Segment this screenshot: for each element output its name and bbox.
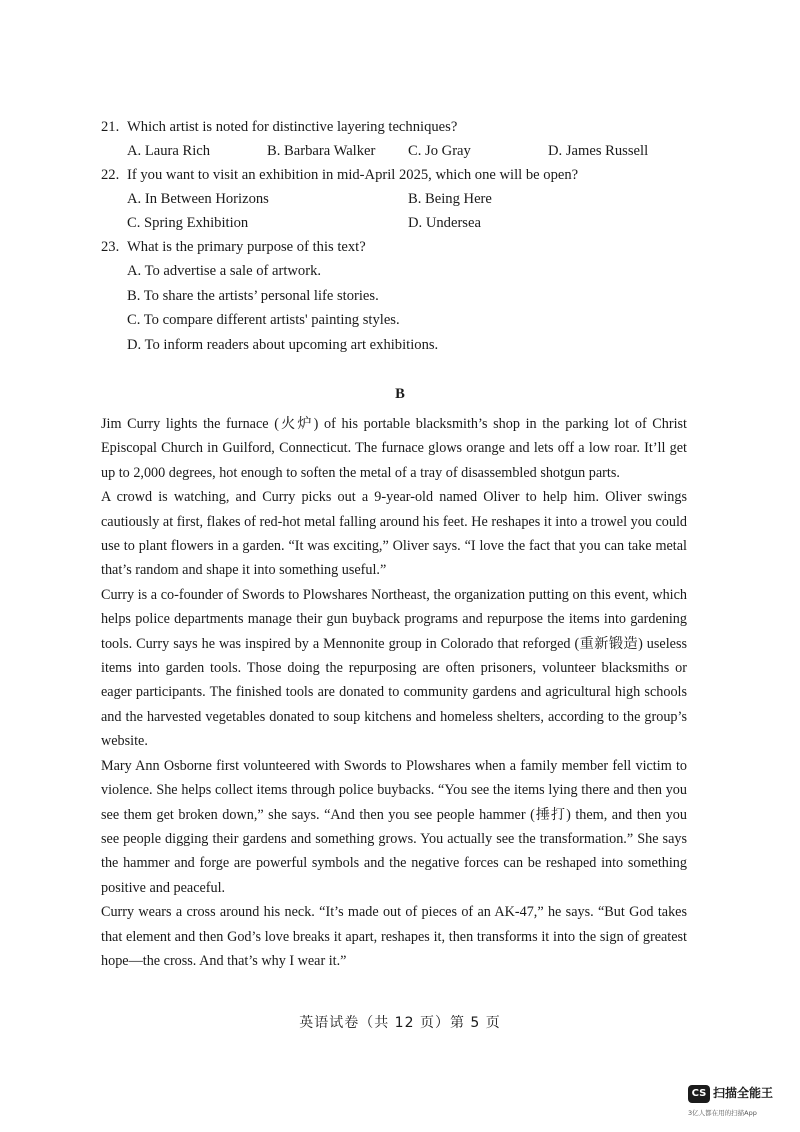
cs-logo-icon: CS [688,1085,710,1103]
option-b: B. Barbara Walker [267,143,376,159]
question-stem: If you want to visit an exhibition in mid-April 2025, which one will be open? [127,167,579,183]
question-23 [101,237,366,257]
option-c: C. Jo Gray [408,143,471,159]
paragraph: Curry is a co-founder of Swords to Plowshares Northeast, the organization putting on this event, which helps police departments manage their gun buyback programs and repurpose the items into gardening tools. Curry says he was inspired by a Mennonite group in Colorado that reforged (重新锻造) useless items into garden tools. Those doing the repurposing are often prisoners, volunteer blacksmiths or eager participants. The finished tools are donated to community gardens and agricultural high schools and the harvested vegetables donated to soup kitchens and homeless shelters, according to the group’s website. [101,586,687,750]
option-c: C. To compare different artists' painting styles. [127,312,400,328]
option-d: D. James Russell [548,143,649,159]
option-b: B. To share the artists’ personal life stories. [127,288,379,304]
paragraph: Mary Ann Osborne first volunteered with Swords to Plowshares when a family member fell victim to violence. She helps collect items through police buybacks. “You see the items lying there and then you see them get broken down,” she says. “And then you see people hammer (捶打) them, and then you see people digging their gardens and something grows. You actually see the transformation.” She says the hammer and forge are powerful symbols and the negative forces can be reshaped into something positive and peaceful. [101,757,687,896]
option-d: D. Undersea [408,215,481,231]
question-number: 22. [101,167,120,183]
option-b: B. Being Here [408,191,492,207]
question-number: 23. [101,239,120,255]
option-a: A. Laura Rich [127,143,211,159]
question-number: 21. [101,119,120,135]
section-title: B [395,386,405,402]
option-c: C. Spring Exhibition [127,215,249,231]
reading-passage [101,412,687,973]
question-21 [101,117,457,137]
page-footer: 英语试卷（共 12 页）第 5 页 [299,1015,501,1031]
scanner-tagline: 3亿人都在用的扫描App [688,1109,757,1117]
option-a: A. In Between Horizons [127,191,269,207]
paragraph: Curry wears a cross around his neck. “It’s made out of pieces of an AK-47,” he says. “But God takes that element and then God’s love breaks it apart, reshapes it, then transforms it into the sign of greatest hope—the cross. And that’s why I wear it.” [101,904,687,969]
paragraph: A crowd is watching, and Curry picks out a 9-year-old named Oliver to help him. Oliver swings cautiously at first, flakes of red-hot metal falling around his feet. He reshapes it into a trowel you could use to plant flowers in a garden. “It was exciting,” Oliver says. “I love the fact that you can take metal that’s random and shape it into something useful.” [101,489,687,579]
option-d: D. To inform readers about upcoming art exhibitions. [127,337,439,353]
option-a: A. To advertise a sale of artwork. [127,263,322,279]
scanner-watermark [688,1081,778,1123]
scanner-app-name: 扫描全能王 [713,1086,774,1100]
question-22 [101,165,578,185]
paragraph: Jim Curry lights the furnace (火炉) of his portable blacksmith’s shop in the parking lot of Christ Episcopal Church in Guilford, Connecticut. The furnace glows orange and lets off a low roar. It’ll get up to 2,000 degrees, hot enough to soften the metal of a tray of disassembled shotgun parts. [101,416,687,481]
question-stem: Which artist is noted for distinctive layering techniques? [127,119,458,135]
question-stem: What is the primary purpose of this text? [127,239,366,255]
